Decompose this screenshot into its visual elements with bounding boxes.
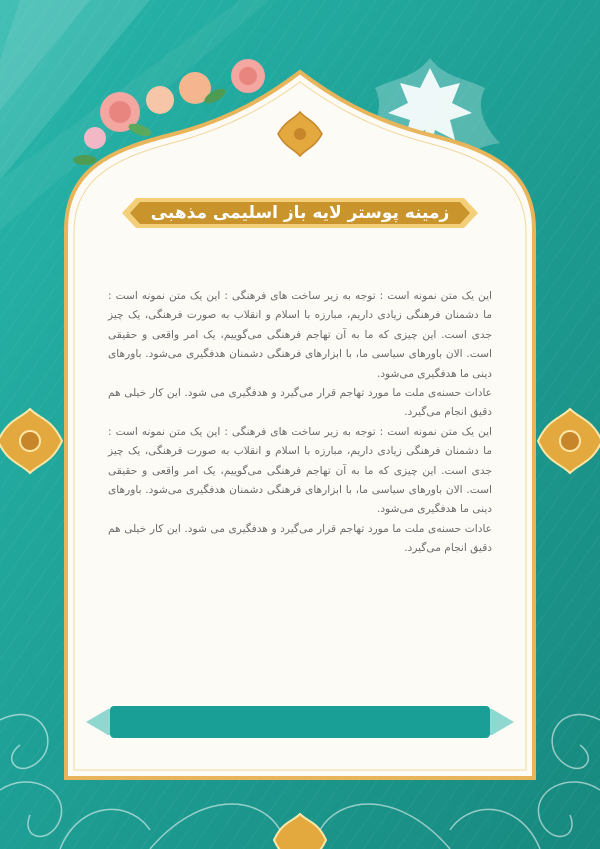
bottom-teal-bar [86, 703, 514, 741]
paragraph: این یک متن نمونه است : توجه به زیر ساخت های فرهنگی : این یک متن نمونه است : ما دشمنان فرهنگی زیادی داریم، مبارزه با اسلام و انقلاب به صورت فرهنگی، یک چیز جدی است. این چیزی که ما به آن تهاجم فرهنگی می‌گوییم، یک امر واقعی و حقیقی است. الان باورهای سیاسی ما، با ابزارهای فرهنگی دشمنان هدفگیری می‌شود. باورهای دینی ما هدفگیری می‌شود. [108, 425, 492, 516]
poster-title: زمینه پوستر لایه باز اسلیمی مذهبی [150, 203, 450, 223]
paragraph: این یک متن نمونه است : توجه به زیر ساخت های فرهنگی : این یک متن نمونه است : ما دشمنان فرهنگی زیادی داریم، مبارزه با اسلام و انقلاب به صورت فرهنگی، یک چیز جدی است. این چیزی که ما به آن تهاجم فرهنگی می‌گوییم، یک امر واقعی و حقیقی است. الان باورهای سیاسی ما، با ابزارهای فرهنگی دشمنان هدفگیری می‌شود. باورهای دینی ما هدفگیری می‌شود. [108, 290, 492, 380]
body-text [108, 287, 492, 559]
paragraph: عادات حسنه‌ی ملت ما مورد تهاجم قرار می‌گیرد و هدفگیری می شود. این کار خیلی هم دقیق انجام می‌گیرد. [108, 387, 492, 419]
paragraph: عادات حسنه‌ی ملت ما مورد تهاجم قرار می‌گیرد و هدفگیری می شود. این کار خیلی هم دقیق انجام می‌گیرد. [108, 522, 492, 555]
